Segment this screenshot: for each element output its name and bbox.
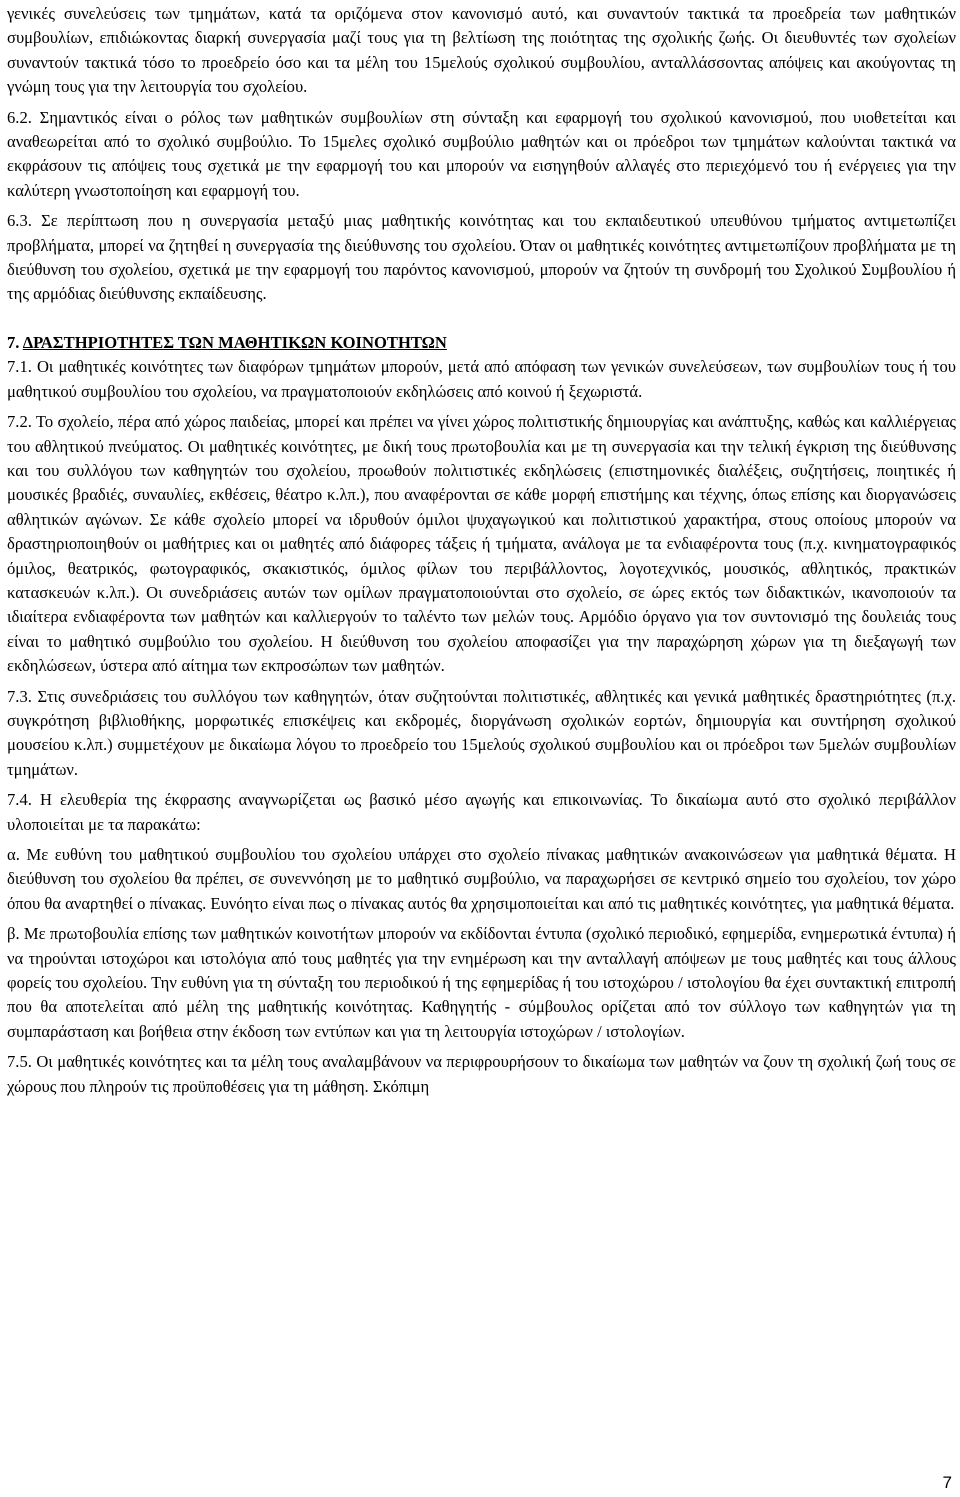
section-text: Οι μαθητικές κοινότητες και τα μέλη τους αναλαμβάνουν να περιφρουρήσουν το δικαίωμα των μαθητών να ζουν τη σχολική ζωή τους σε χώρους που πληρούν τις προϋποθέσεις για τη μάθηση. Σκόπιμη [7,1052,956,1096]
section-text: Στις συνεδριάσεις του συλλόγου των καθηγητών, όταν συζητούνται πολιτιστικές, αθλητικές και γενικά μαθητικές δραστηριότητες (π.χ. συγκρότηση βιβλιοθήκης, μορφωτικές επισκέψεις και εκδρομές, διοργάνωση σχολικών εορτών, δημιουργία και συντήρηση σχολικού μουσείου κ.λπ.) συμμετέχουν με δικαίωμα λόγου το προεδρείο του 15μελούς σχολικού συμβουλίου και οι πρόεδροι των 5μελών συμβουλίων τμημάτων. [7,686,956,779]
item-text: Με πρωτοβουλία επίσης των μαθητικών κοινοτήτων μπορούν να εκδίδονται έντυπα (σχολικό περιοδικό, εφημερίδα, ενημερωτικά έντυπα) ή να τηρούνται ιστοχώροι και ιστολόγια από τους μαθητές για την ενημέρωση και την ανταλλαγή απόψεων με τους μαθητές και τους άλλους φορείς του σχολείου. Την ευθύνη για τη σύνταξη του περιοδικού ή της εφημερίδας ή του ιστοχώρου / ιστολογίου θα έχει συντακτική επιτροπή που θα αποτελείται από μέλη της μαθητικής κοινότητας. Καθηγητής - σύμβουλος ορίζεται από τον σύλλογο των καθηγητών για τη συμπαράσταση και βοήθεια στην έκδοση των εντύπων και για τη λειτουργία ιστοχώρων / ιστολογίων. [7,924,956,1041]
section-7-3 [7,685,956,783]
section-number: 7.3. [7,686,32,706]
section-text: Η ελευθερία της έκφρασης αναγνωρίζεται ως βασικό μέσο αγωγής και επικοινωνίας. Το δικαίωμα αυτό στο σχολικό περιβάλλον υλοποιείται με τα παρακάτω: [7,790,956,834]
item-text: Με ευθύνη του μαθητικού συμβουλίου του σχολείου υπάρχει στο σχολείο πίνακας μαθητικών ανακοινώσεων για μαθητικά θέματα. Η διεύθυνση του σχολείου θα πρέπει, σε συνεννόηση με το μαθητικό συμβούλιο, να παραχωρήσει σε κεντρικό σημείο του σχολείου, τον χώρο όπου θα αναρτηθεί ο πίνακας. Ευνόητο είναι πως ο πίνακας αυτός θα χρησιμοποιείται και από τις μαθητικές κοινότητες, για μαθητικά θέματα. [7,845,956,913]
section-7-4 [7,788,956,837]
heading-number: 7. [7,332,20,352]
section-number: 6.3. [7,211,32,231]
intro-paragraph: γενικές συνελεύσεις των τμημάτων, κατά τα οριζόμενα στον κανονισμό αυτό, και συναντούν τακτικά τα προεδρεία των μαθητικών συμβουλίων, επιδιώκοντας διαρκή συνεργασία μαζί τους για τη βελτίωση της ποιότητας της σχολικής ζωής. Οι διευθυντές των σχολείων συναντούν τακτικά τόσο το προεδρείο όσο και τα μέλη του 15μελούς σχολικού συμβουλίου, ανταλλάσσοντας απόψεις και ακούγοντας τη γνώμη τους για την λειτουργία του σχολείου. [7,4,956,97]
page-number: 7 [942,1473,952,1492]
section-7-2 [7,410,956,678]
section-number: 7.2. [7,412,32,432]
section-number: 7.1. [7,357,32,377]
section-6-3 [7,209,956,307]
section-6-2 [7,106,956,204]
section-7-1 [7,355,956,404]
heading-title: ΔΡΑΣΤΗΡΙΟΤΗΤΕΣ ΤΩΝ ΜΑΘΗΤΙΚΩΝ ΚΟΙΝΟΤΗΤΩΝ [22,332,447,352]
item-marker: β. [7,924,20,944]
list-item-a [7,843,956,916]
section-7-5 [7,1050,956,1099]
document-page [7,2,956,1105]
section-text: Οι μαθητικές κοινότητες των διαφόρων τμημάτων μπορούν, μετά από απόφαση των γενικών συνελεύσεων, των συμβουλίων τους ή του μαθητικού συμβουλίου του σχολείου, να πραγματοποιούν εκδηλώσεις από κοινού ή ξεχωριστά. [7,357,956,401]
section-number: 7.4. [7,790,32,810]
section-number: 7.5. [7,1052,32,1072]
item-marker: α. [7,845,20,864]
section-text: Σημαντικός είναι ο ρόλος των μαθητικών συμβουλίων στη σύνταξη και εφαρμογή του σχολικού κανονισμού, που υιοθετείται και αναθεωρείται από το σχολικό συμβούλιο. Το 15μελες σχολικό συμβούλιο μαθητών και οι πρόεδροι των τμημάτων καλούνται τακτικά να εκφράσουν τις απόψεις τους σχετικά με την εφαρμογή του και μπορούν να εισηγηθούν αλλαγές στο περιεχόμενό του ή ενέργειες για την καλύτερη γνωστοποίηση και εφαρμογή του. [7,107,956,200]
section-7-heading [7,331,956,355]
list-item-b [7,922,956,1044]
section-text: Το σχολείο, πέρα από χώρος παιδείας, μπορεί και πρέπει να γίνει χώρος πολιτιστικής δημιουργίας και ανάπτυξης, καθώς και καλλιέργειας του αθλητικού πνεύματος. Οι μαθητικές κοινότητες, με δική τους πρωτοβουλία και με τη συνεργασία και την τελική έγκριση της διεύθυνσης και του συλλόγου των καθηγητών του σχολείου, προωθούν πολιτιστικές εκδηλώσεις (επιστημονικές διαλέξεις, συζητήσεις, ποιητικές ή μουσικές βραδιές, συναυλίες, εκθέσεις, θέατρο κ.λπ.), που αναφέρονται σε κάθε μορφή επιστήμης και τέχνης, όπως επίσης και διοργανώσεις αθλητικών αγώνων. Σε κάθε σχολείο μπορεί να ιδρυθούν όμιλοι ψυχαγωγικού και πολιτιστικού χαρακτήρα, στους οποίους μπορούν να δραστηριοποιηθούν οι μαθήτριες και οι μαθητές από διάφορες τάξεις ή τμήματα, ανάλογα με τα ενδιαφέροντα τους (π.χ. κινηματογραφικός όμιλος, θεατρικός, φωτογραφικός, σκακιστικός, όμιλος φίλων του περιβάλλοντος, λογοτεχνικός, μουσικός, αθλητικός, πρακτικών κατασκευών κ.λπ.). Οι συνεδριάσεις αυτών των ομίλων πραγματοποιούνται στο σχολείο, σε ώρες εκτός των διδακτικών, ικανοποιούν τα ιδιαίτερα ενδιαφέροντα των μαθητών και καλλιεργούν το ταλέντο των μελών τους. Αρμόδιο όργανο για τον συντονισμό της δουλειάς τους είναι το μαθητικό συμβούλιο του σχολείου. Η διεύθυνση του σχολείου αποφασίζει για την παραχώρηση χώρων για τη διεξαγωγή των εκδηλώσεων, ύστερα από αίτημα των εκπροσώπων των μαθητών. [7,412,956,676]
section-number: 6.2. [7,107,32,127]
section-text: Σε περίπτωση που η συνεργασία μεταξύ μιας μαθητικής κοινότητας και του εκπαιδευτικού υπευθύνου τμήματος αντιμετωπίζει προβλήματα, μπορεί να ζητηθεί η συνεργασία της διεύθυνσης του σχολείου. Όταν οι μαθητικές κοινότητες αντιμετωπίζουν προβλήματα με τη διεύθυνση του σχολείου, σχετικά με την εφαρμογή του παρόντος κανονισμού, μπορούν να ζητούν τη συνδρομή του Σχολικού Συμβουλίου ή της αρμόδιας διεύθυνσης εκπαίδευσης. [7,211,956,304]
